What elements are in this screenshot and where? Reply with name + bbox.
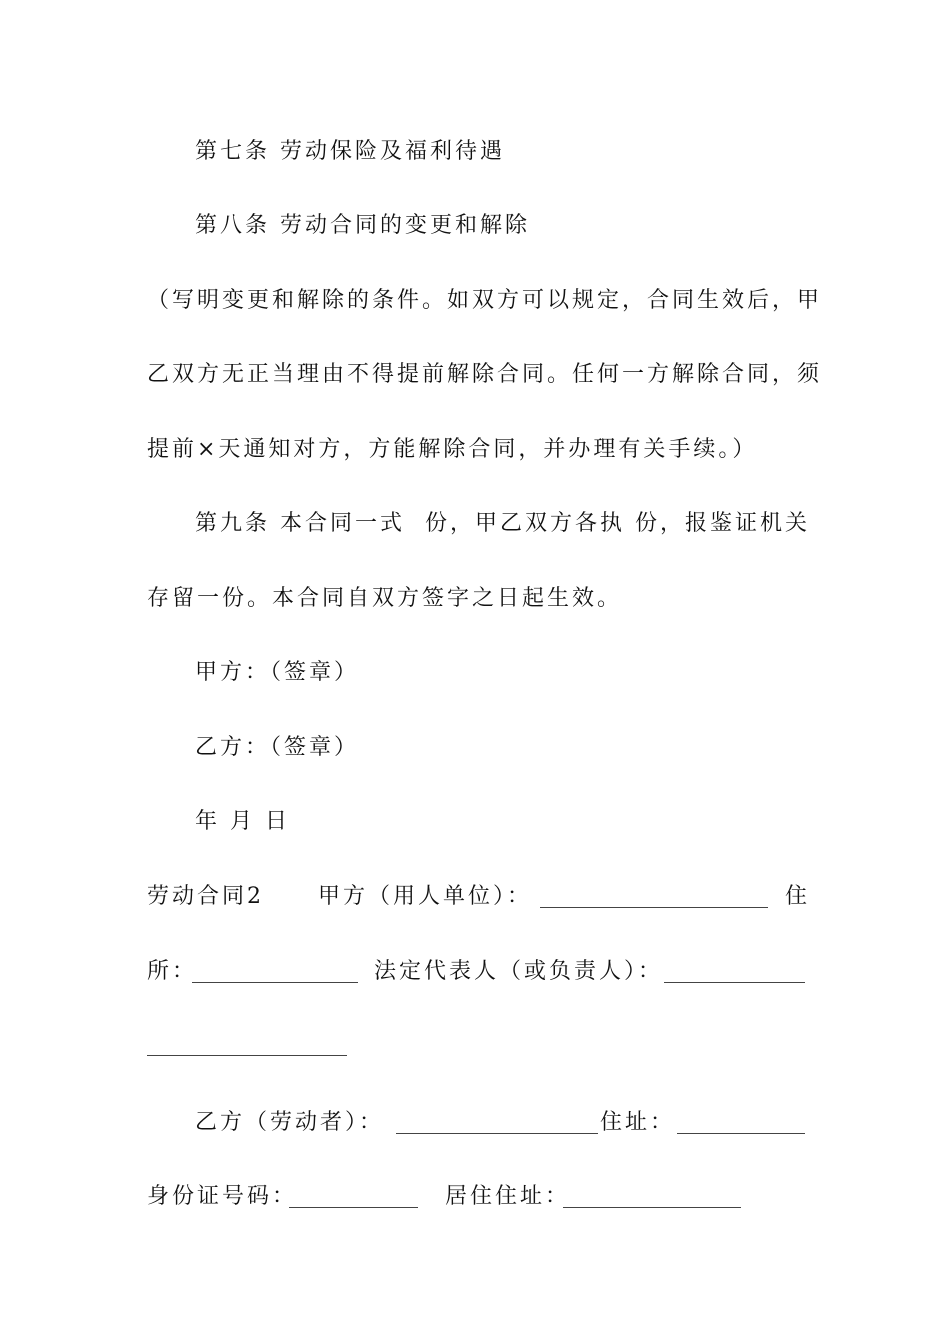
employee-name-blank[interactable] [396, 1133, 598, 1134]
article-9-line-2: 存留一份。本合同自双方签字之日起生效。 [147, 586, 623, 611]
article-8-title: 第八条 劳动合同的变更和解除 [195, 213, 530, 238]
residence-label-head: 所： [147, 959, 198, 984]
address-blank[interactable] [677, 1133, 805, 1134]
legal-rep-blank[interactable] [664, 982, 805, 983]
article-9-line-1: 第九条 本合同一式 份，甲乙双方各执 份，报鉴证机关 [195, 511, 810, 536]
party-a-signature: 甲方：（签章） [195, 660, 360, 685]
employee-label: 乙方（劳动者）： [195, 1110, 385, 1135]
id-number-blank[interactable] [289, 1207, 418, 1208]
legal-rep-label: 法定代表人（或负责人）： [374, 959, 664, 984]
article-8-body-line-1: （写明变更和解除的条件。如双方可以规定，合同生效后，甲 [147, 288, 823, 313]
address-label: 住址： [600, 1110, 676, 1135]
living-address-blank[interactable] [563, 1207, 741, 1208]
residence-label-tail: 住 [785, 884, 811, 909]
id-number-label: 身份证号码： [147, 1184, 298, 1209]
employer-label: 甲方（用人单位）： [318, 884, 533, 909]
article-8-body-line-2: 乙双方无正当理由不得提前解除合同。任何一方解除合同，须 [147, 362, 823, 387]
signature-date: 年 月 日 [195, 809, 290, 834]
employer-name-blank[interactable] [540, 907, 768, 908]
legal-rep-blank-continued[interactable] [147, 1055, 347, 1056]
article-7-title: 第七条 劳动保险及福利待遇 [195, 139, 505, 164]
article-8-body-line-3: 提前×天通知对方，方能解除合同，并办理有关手续。） [147, 437, 758, 462]
residence-blank[interactable] [192, 982, 358, 983]
party-b-signature: 乙方：（签章） [195, 735, 360, 760]
contract-2-heading: 劳动合同2 [147, 884, 264, 909]
living-address-label: 居住住址： [445, 1184, 571, 1209]
